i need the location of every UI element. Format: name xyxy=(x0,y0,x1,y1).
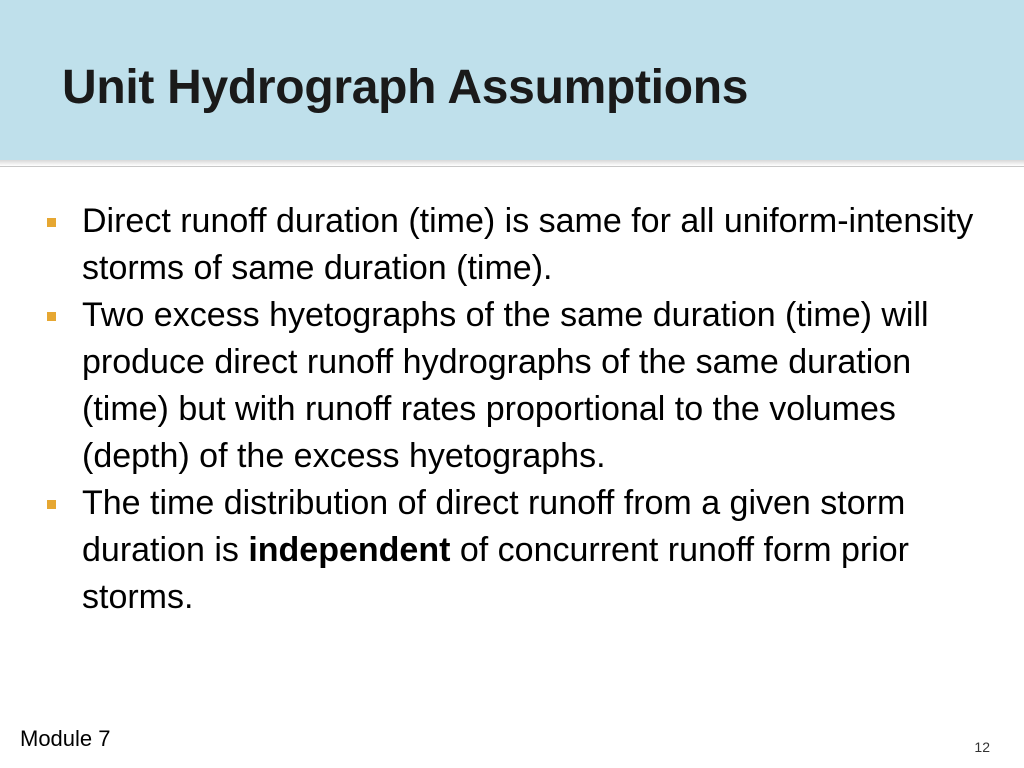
page-number: 12 xyxy=(974,739,990,755)
module-label: Module 7 xyxy=(20,726,111,751)
slide-title: Unit Hydrograph Assumptions xyxy=(62,61,749,114)
square-bullet-icon xyxy=(47,312,56,321)
bullet-text-before: The time distribution of direct runoff from a given storm duration is xyxy=(82,484,906,569)
title-divider xyxy=(0,166,1024,167)
bullet-item xyxy=(42,292,992,480)
bullet-text-after: of concurrent runoff form prior storms. xyxy=(82,531,910,616)
square-bullet-icon xyxy=(47,500,56,509)
square-bullet-icon xyxy=(47,218,56,227)
bullet-item xyxy=(42,198,992,292)
bullet-text: Direct runoff duration (time) is same for all uniform-intensity storms of same duration (time). xyxy=(82,202,974,287)
bullet-text: Two excess hyetographs of the same duration (time) will produce direct runoff hydrographs of the same duration (time) but with runoff rates proportional to the volumes (depth) of the excess hyetographs. xyxy=(82,296,929,475)
bullet-emphasis: independent xyxy=(248,531,451,569)
bullet-item xyxy=(42,480,992,621)
bullet-list xyxy=(42,198,992,621)
